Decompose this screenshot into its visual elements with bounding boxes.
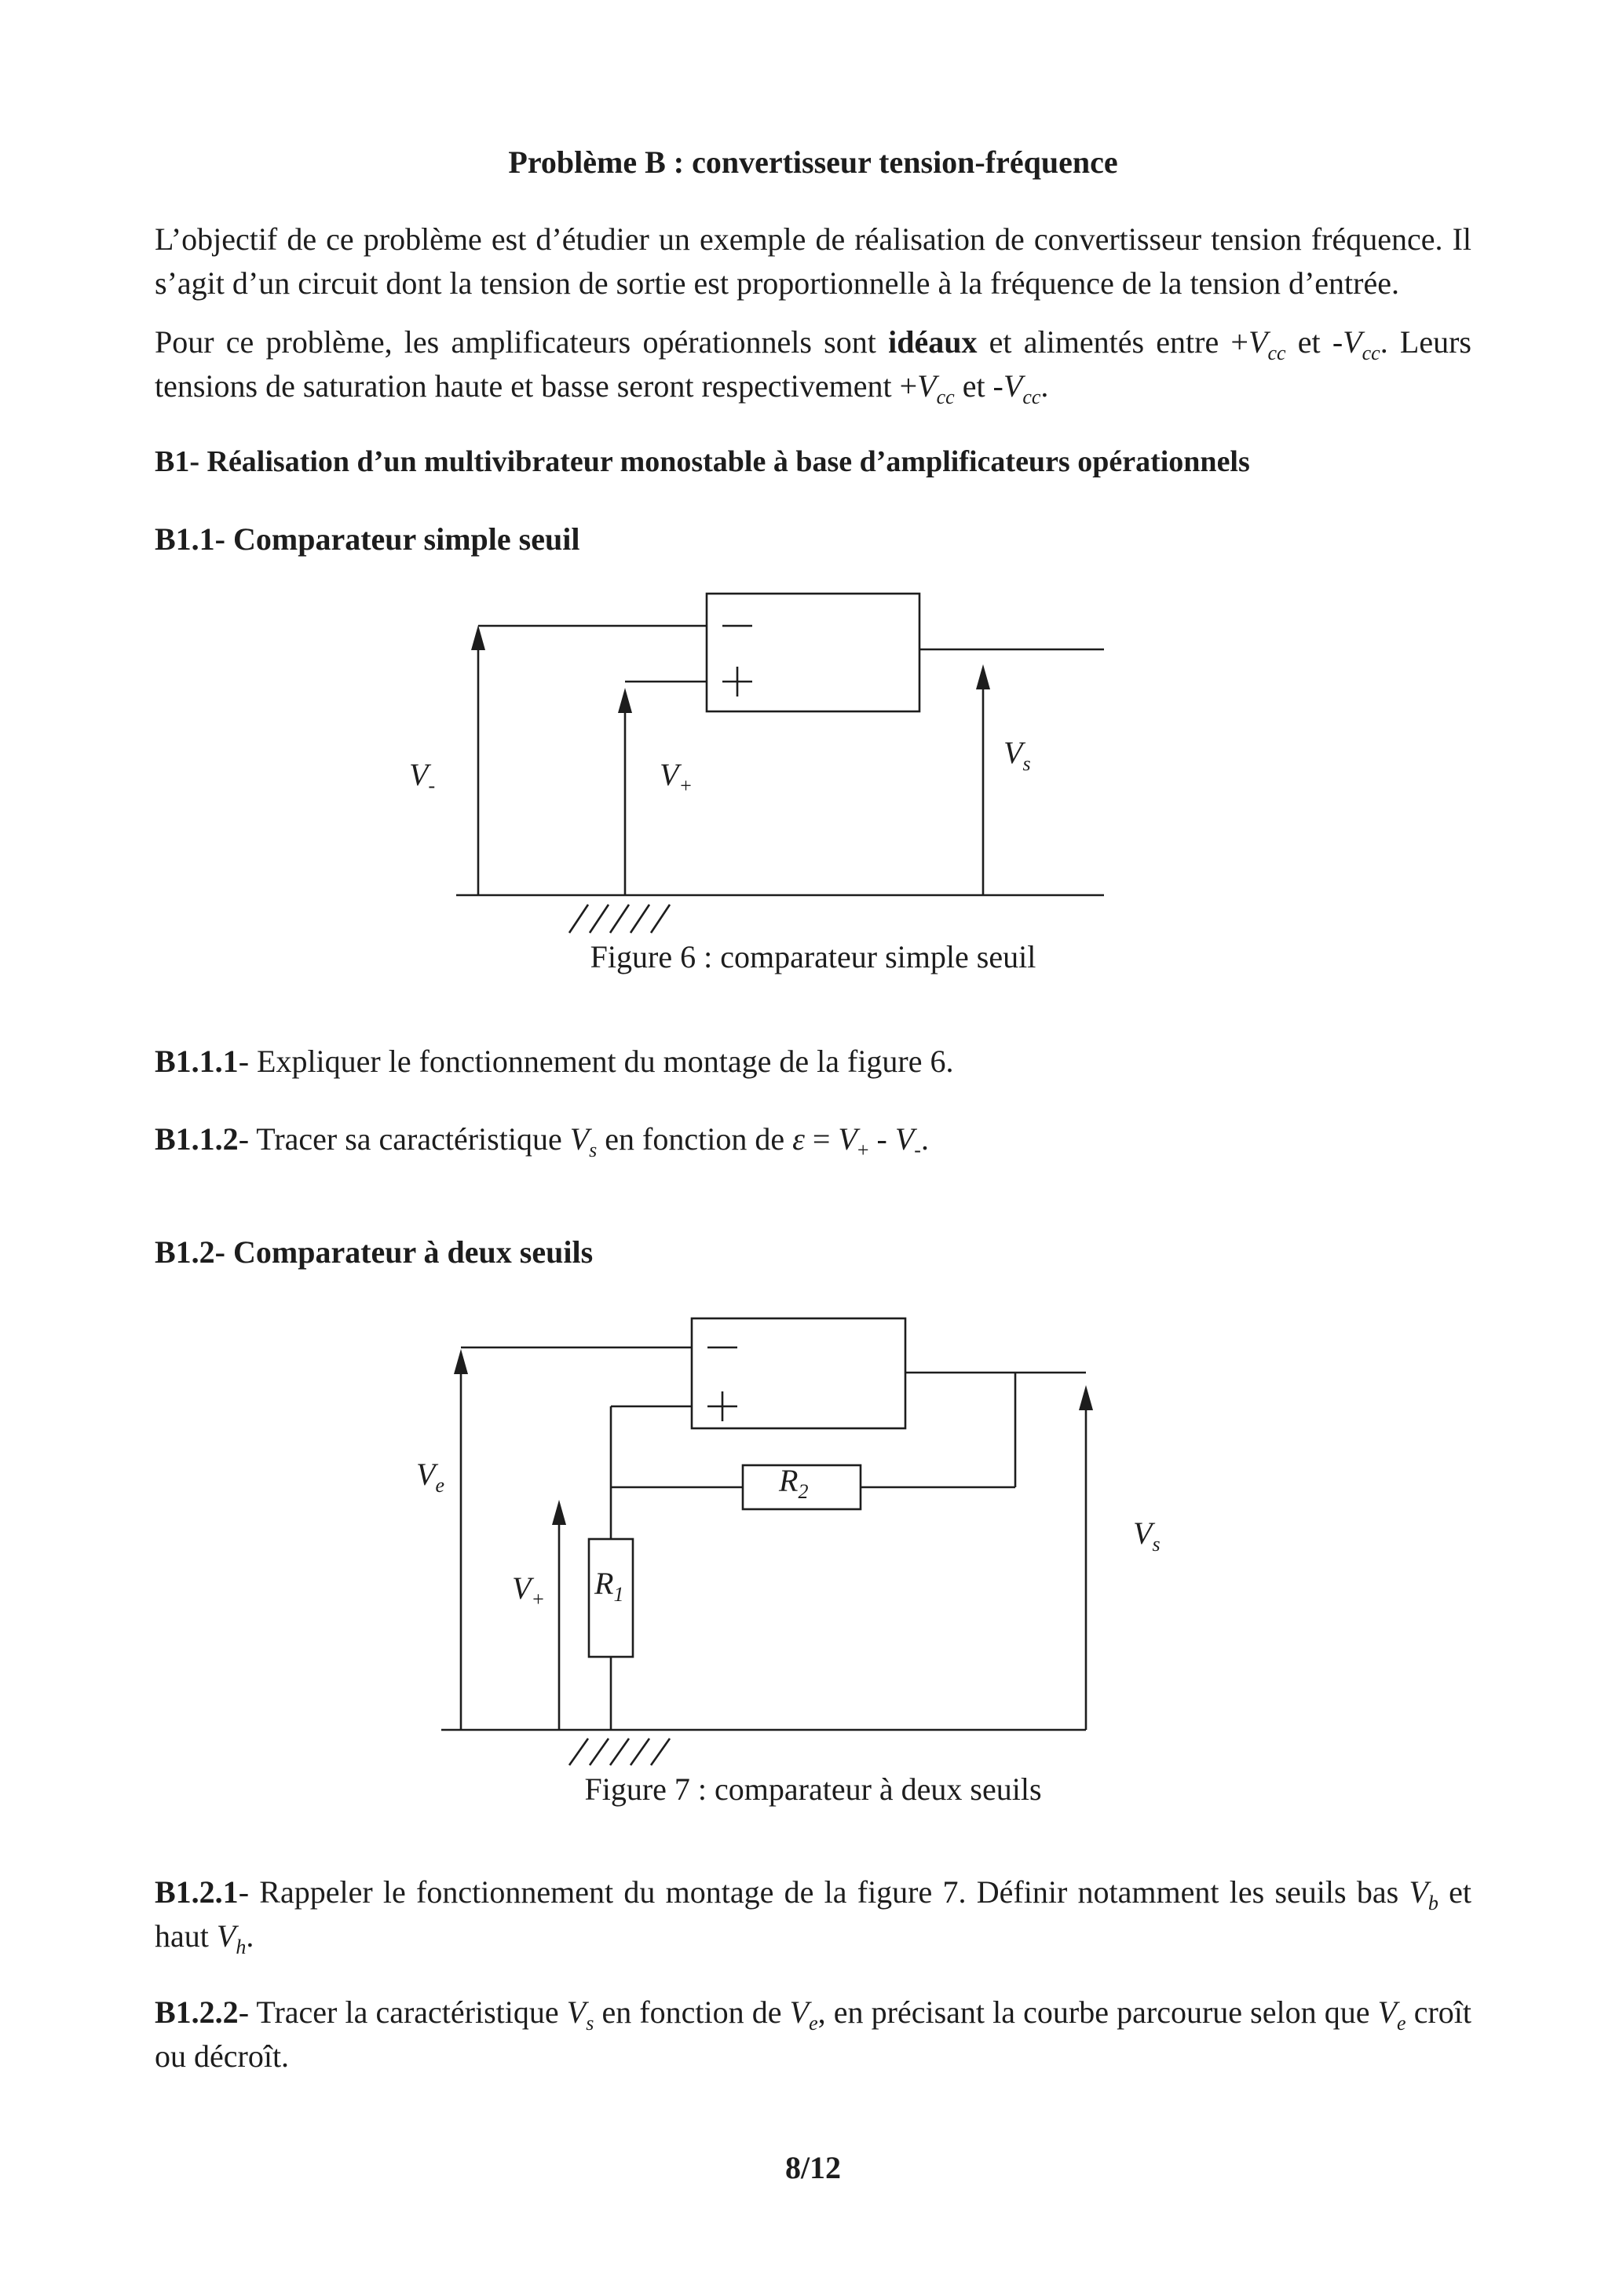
fig6-ground-symbol-icon (569, 905, 670, 933)
fig6-label-vs: $V_s$ (1003, 735, 1031, 775)
fig7-vs-arrowhead-icon (1079, 1385, 1093, 1410)
fig7-opamp-box (692, 1318, 905, 1428)
fig7-v-plus-arrowhead-icon (552, 1500, 566, 1525)
figure7-circuit (155, 1307, 1471, 1768)
fig6-v-plus-arrowhead-icon (618, 688, 632, 713)
fig6-vs-arrowhead-icon (976, 664, 990, 689)
question-b112: B1.1.2- Tracer sa caractéristique $V_s$ en fonction de $\varepsilon = V_+ - V_-$. (155, 1121, 929, 1161)
question-b111: B1.1.1- Expliquer le fonctionnement du montage de la figure 6. (155, 1044, 954, 1079)
figure7-caption: Figure 7 : comparateur à deux seuils (584, 1771, 1042, 1807)
fig7-label-r1: $R_1$ (594, 1566, 624, 1606)
intro-paragraph: L’objectif de ce problème est d’étudier un exemple de réalisation de convertisseur tension fréquence. Il s’agit d’un circuit dont la tension de sortie est proportionnelle à la fréquence de la tension d’entrée. (155, 221, 1471, 301)
fig6-plus-input-icon (722, 667, 752, 696)
opamp-assumptions-paragraph: Pour ce problème, les amplificateurs opérationnels sont idéaux et alimentés entre $+V_{cc}$ et $-V_{cc}$. Leurs tensions de saturation haute et basse seront respectivement $+V_{cc}$ et $-V_{cc}$. (155, 324, 1472, 408)
figure7-schematic (155, 1307, 1471, 1768)
fig7-label-r2: $R_2$ (779, 1463, 809, 1503)
problem-title: Problème B : convertisseur tension-fréquence (508, 144, 1118, 180)
question-b122: B1.2.2- Tracer la caractéristique $V_s$ en fonction de $V_e$, en précisant la courbe parcourue selon que $V_e$ croît ou décroît. (155, 1994, 1472, 2074)
fig7-label-v-plus: $V_+$ (512, 1570, 545, 1610)
fig7-label-vs: $V_s$ (1133, 1515, 1161, 1556)
section-b12-heading: B1.2- Comparateur à deux seuils (155, 1234, 594, 1270)
fig7-ve-arrowhead-icon (454, 1349, 468, 1374)
figure6-caption: Figure 6 : comparateur simple seuil (590, 939, 1036, 974)
fig6-label-v-minus: $V_-$ (409, 757, 436, 797)
fig7-label-ve: $V_e$ (416, 1457, 444, 1497)
question-b121: B1.2.1- Rappeler le fonctionnement du montage de la figure 7. Définir notamment les seuils bas $V_b$ et haut $V_h$. (155, 1874, 1472, 1958)
figure6-schematic (155, 589, 1471, 935)
page-number: 8/12 (784, 2150, 842, 2185)
fig6-v-minus-arrowhead-icon (471, 625, 485, 650)
fig7-plus-input-icon (707, 1391, 737, 1421)
section-b11-heading: B1.1- Comparateur simple seuil (155, 521, 580, 557)
fig6-label-v-plus: $V_+$ (660, 757, 693, 797)
section-b1-heading: B1- Réalisation d’un multivibrateur monostable à base d’amplificateurs opérationnels (155, 445, 1250, 478)
fig6-opamp-box (707, 594, 919, 711)
fig7-ground-symbol-icon (569, 1738, 670, 1765)
figure6-circuit (155, 589, 1471, 935)
